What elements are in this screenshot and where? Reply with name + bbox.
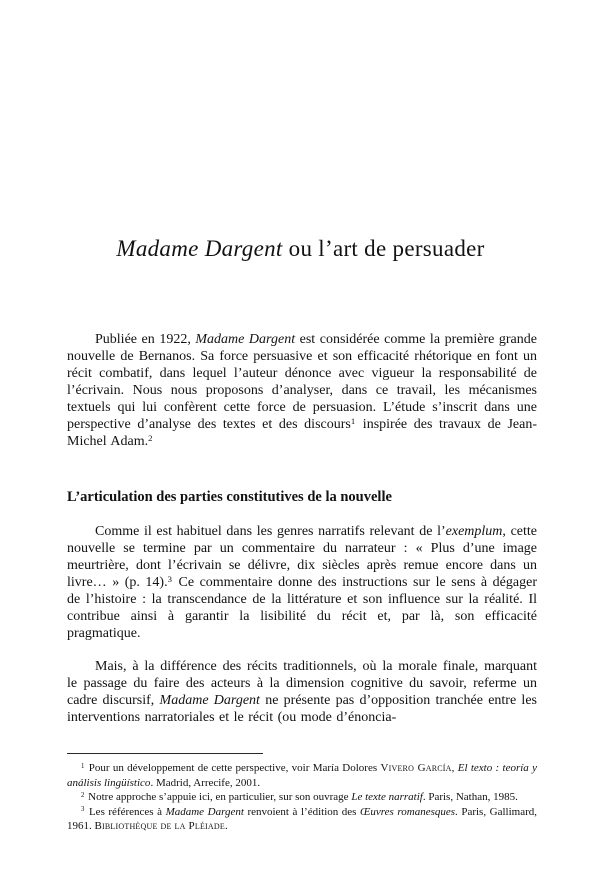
page-title-rest: ou l’art de persuader xyxy=(282,236,485,261)
footnotes-block xyxy=(67,761,537,834)
footnote-3: $^3$ Les références à Madame Dargent renvoient à l’édition des Œuvres romanesques. Paris, Gallimard, 1961. Bibliothèque de la Pléiade. xyxy=(67,805,537,832)
page-title-italic: Madame Dargent xyxy=(116,236,283,261)
footnote-2: $^2$ Notre approche s’appuie ici, en particulier, sur son ouvrage Le texte narratif. Paris, Nathan, 1985. xyxy=(81,791,518,803)
body-paragraph-1: Comme il est habituel dans les genres narratifs relevant de l’exemplum, cette nouvelle se termine par un commentaire du narrateur : « Plus d’une image meurtrière, dont l’écrivain se délivre, dix siècles après remue encore dans un livre… » (p. 14).$^3$ Ce commentaire donne des instructions sur le sens à dégager de l’histoire : la transcendance de la littérature et son influence sur la réalité. Il contribue ainsi à garantir la lisibilité du récit et, par là, son efficacité pragmatique. xyxy=(67,524,537,641)
footnote-separator-rule xyxy=(67,753,263,754)
body-paragraph-2: Mais, à la différence des récits traditionnels, où la morale finale, marquant le passage du faire des acteurs à la dimension cognitive du savoir, referme un cadre discursif, Madame Dargent ne présente pas d’opposition tranchée entre les interventions narratoriales et le récit (ou mode d’énoncia- xyxy=(67,659,537,725)
intro-paragraph: Publiée en 1922, Madame Dargent est considérée comme la première grande nouvelle de Bernanos. Sa force persuasive et son efficacité rhétorique en font un récit combatif, dans lequel l’auteur dénonce avec vigueur la responsabilité de l’écrivain. Nous nous proposons d’analyser, dans ce travail, les mécanismes textuels qui lui confèrent cette force de persuasion. L’étude s’inscrit dans une perspective d’analyse des textes et des discours$^1$ inspirée des travaux de Jean-Michel Adam.$^2$ xyxy=(67,332,537,449)
section-heading: L’articulation des parties constitutives de la nouvelle xyxy=(67,489,392,505)
footnote-1: $^1$ Pour un développement de cette perspective, voir María Dolores Vivero García, El texto : teoría y análisis lingüístico. Madrid, Arrecife, 2001. xyxy=(67,762,538,789)
page-title xyxy=(0,236,601,262)
